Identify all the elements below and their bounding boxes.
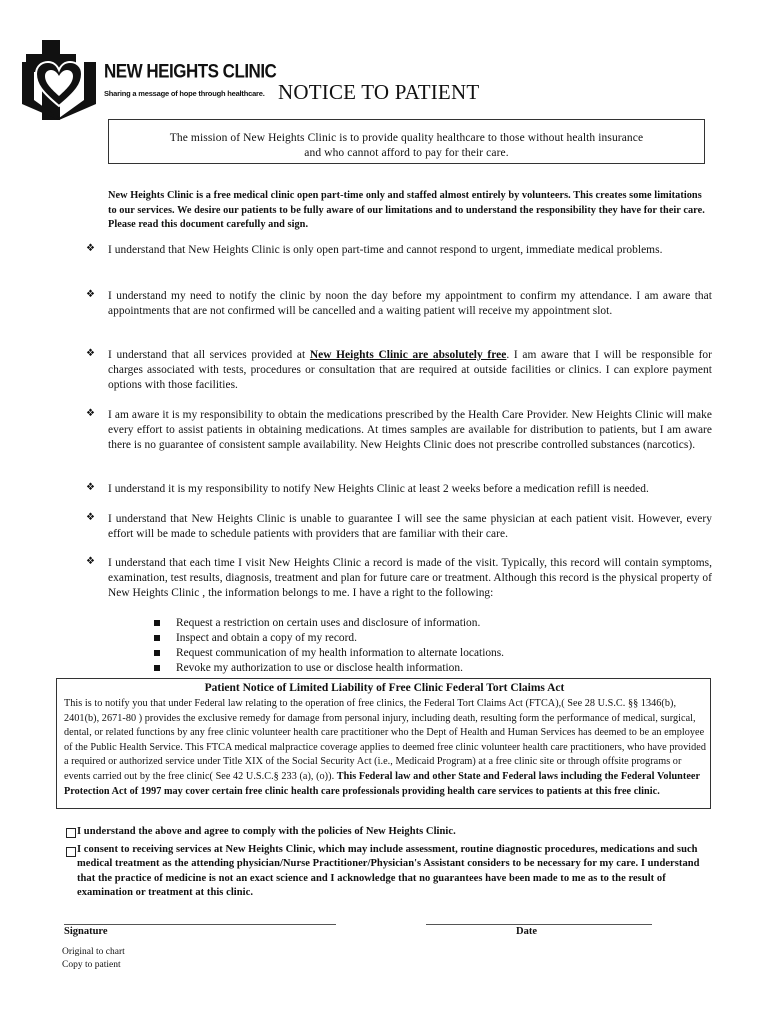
mission-line-1: The mission of New Heights Clinic is to provide quality healthcare to those without health insurance <box>169 132 644 144</box>
square-bullet-icon <box>154 620 160 626</box>
distribution-note-patient: Copy to patient <box>62 960 121 970</box>
notice-item: I understand that each time I visit New Heights Clinic a record is made of the visit. Typically, this record will contain symptoms, examination, test results, diagnosis, treatment and plan for future care or treatment. Although this record is the physical property of New Heights Clinic , the information belongs to me. I have a right to the following: <box>108 557 712 600</box>
square-bullet-icon <box>154 650 160 656</box>
diamond-bullet-icon: ❖ <box>86 482 95 493</box>
square-bullet-icon <box>154 635 160 641</box>
diamond-bullet-icon: ❖ <box>86 348 95 359</box>
treatment-consent-checkbox[interactable] <box>66 847 76 857</box>
clinic-logo-icon <box>22 40 96 120</box>
clinic-tagline: Sharing a message of hope through healthcare. <box>104 89 265 98</box>
diamond-bullet-icon: ❖ <box>86 556 95 567</box>
liability-bold: This Federal law and other State and Federal laws including the Federal Volunteer Protection Act of 1997 may cover certain free clinic health care professionals providing health care services to patients at this free clinic. <box>64 770 700 797</box>
notice-item-pre: I understand that all services provided at <box>108 349 310 361</box>
date-line[interactable] <box>426 924 652 925</box>
date-label: Date <box>516 926 537 937</box>
notice-item <box>108 348 712 394</box>
liability-notice-box <box>56 678 711 809</box>
square-bullet-icon <box>154 665 160 671</box>
notice-item: I understand it is my responsibility to notify New Heights Clinic at least 2 weeks before a medication refill is needed. <box>108 483 649 495</box>
agree-checkbox[interactable] <box>66 828 76 838</box>
notice-item-post: . I am aware that I will be responsible for charges associated with tests, procedures or consultation that are required at outside facilities or clinics. I can explore payment options with those facilities. <box>108 349 712 392</box>
treatment-consent-label: I consent to receiving services at New Heights Clinic, which may include assessment, routine diagnostic procedures, medications and such medical treatment as the attending physician/Nurse Practitioner/Physician's Assistant considers to be necessary for my care. I understand that the practice of medicine is not an exact science and I acknowledge that no guarantees have been made to me as to the result of examination or treatment at this clinic. <box>77 844 700 899</box>
liability-title: Patient Notice of Limited Liability of Free Clinic Federal Tort Claims Act <box>204 682 565 694</box>
liability-body: This is to notify you that under Federal law relating to the operation of free clinics, the Federal Tort Claims Act (FTCA),( See 28 U.S.C. §§ 1346(b), 2401(b), 2671-80 ) provides the exclusive remedy for damage from personal injury, including death, resulting form the performance of medical, surgical, dental, or related functions by any free clinic volunteer health care practitioner who the Dept of Health and Human Services has deemed to be an employee of the Public Health Service. This FTCA medical malpractice coverage applies to deemed free clinic volunteer health care practitioners, who have provided a required or authorized service under Title XIX of the Social Security Act (i.e., Medicaid Program) at a free clinic site or through offsite programs or events carried out by the free clinic( See 42 U.S.C.§ 233 (a), (o)). <box>64 698 706 782</box>
rights-item: Revoke my authorization to use or disclose health information. <box>176 662 463 674</box>
notice-item: I understand my need to notify the clinic by noon the day before my appointment to confirm my attendance. I am aware that appointments that are not confirmed will be cancelled and a waiting patient will receive my appointment slot. <box>108 290 712 318</box>
clinic-name: NEW HEIGHTS CLINIC <box>104 60 277 82</box>
agree-label: I understand the above and agree to comply with the policies of New Heights Clinic. <box>77 826 456 837</box>
diamond-bullet-icon: ❖ <box>86 243 95 254</box>
liability-text <box>64 697 709 799</box>
notice-item: I am aware it is my responsibility to obtain the medications prescribed by the Health Care Provider. New Heights Clinic will make every effort to assist patients in obtaining medications. At times samples are available for distribution to patients, but I am aware there is no guarantee of consistent sample availability. New Heights Clinic does not prescribe controlled substances (narcotics). <box>108 409 712 452</box>
diamond-bullet-icon: ❖ <box>86 512 95 523</box>
notice-item: I understand that New Heights Clinic is unable to guarantee I will see the same physician at each patient visit. However, every effort will be made to schedule patients with providers that are familiar with their care. <box>108 513 712 541</box>
signature-line[interactable] <box>64 924 336 925</box>
distribution-note-chart: Original to chart <box>62 947 125 957</box>
diamond-bullet-icon: ❖ <box>86 408 95 419</box>
notice-item: I understand that New Heights Clinic is only open part-time and cannot respond to urgent, immediate medical problems. <box>108 244 663 256</box>
mission-line-2: and who cannot afford to pay for their care. <box>304 147 509 159</box>
intro-paragraph: New Heights Clinic is a free medical clinic open part-time only and staffed almost entirely by volunteers. This creates some limitations to our services. We desire our patients to be fully aware of our limitations and to understand the responsibility they have for their care. Please read this document carefully and sign. <box>108 190 705 231</box>
rights-item: Request a restriction on certain uses and disclosure of information. <box>176 617 481 629</box>
rights-item: Inspect and obtain a copy of my record. <box>176 632 357 644</box>
signature-label: Signature <box>64 926 108 937</box>
mission-box <box>108 119 705 164</box>
page-title: NOTICE TO PATIENT <box>278 80 480 104</box>
rights-item: Request communication of my health information to alternate locations. <box>176 647 505 659</box>
diamond-bullet-icon: ❖ <box>86 289 95 300</box>
notice-item-emphasis: New Heights Clinic are absolutely free <box>309 349 507 361</box>
